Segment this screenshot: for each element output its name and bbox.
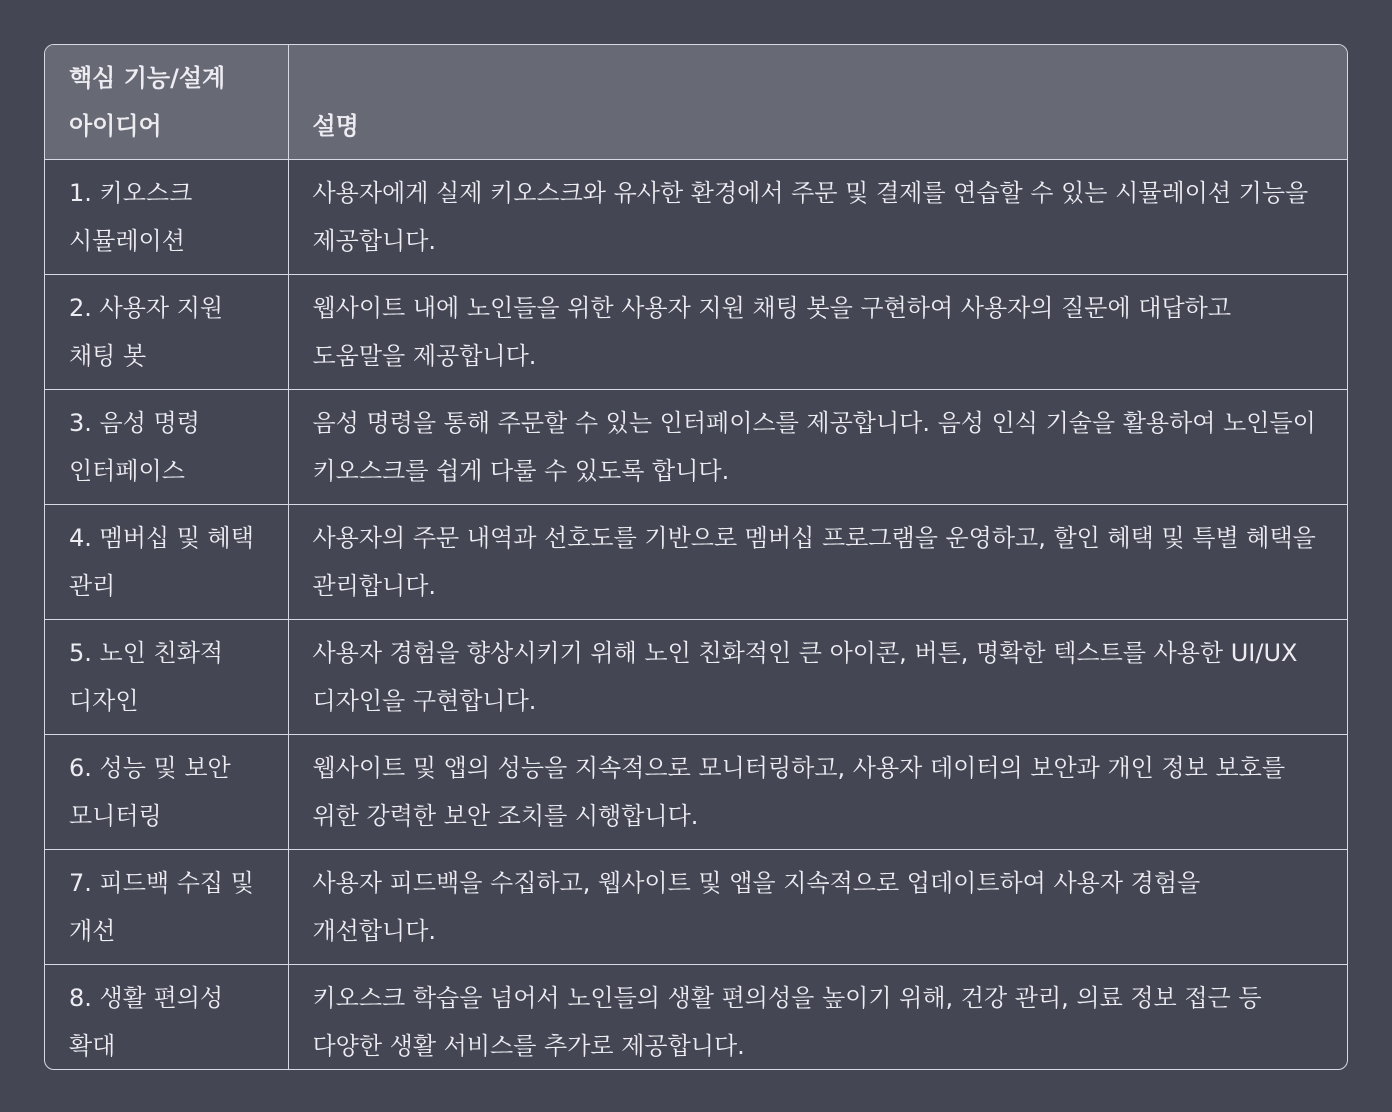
table-row (45, 505, 1347, 620)
table-row (45, 965, 1347, 1071)
description-cell: 음성 명령을 통해 주문할 수 있는 인터페이스를 제공합니다. 음성 인식 기술을 활용하여 노인들이 키오스크를 쉽게 다룰 수 있도록 합니다. (288, 390, 1347, 505)
feature-cell: 2. 사용자 지원 채팅 봇 (45, 275, 288, 390)
feature-cell: 8. 생활 편의성 확대 (45, 965, 288, 1071)
feature-cell: 6. 성능 및 보안 모니터링 (45, 735, 288, 850)
feature-cell: 3. 음성 명령 인터페이스 (45, 390, 288, 505)
table-row (45, 390, 1347, 505)
description-cell: 사용자의 주문 내역과 선호도를 기반으로 멤버십 프로그램을 운영하고, 할인 혜택 및 특별 혜택을 관리합니다. (288, 505, 1347, 620)
description-cell: 웹사이트 및 앱의 성능을 지속적으로 모니터링하고, 사용자 데이터의 보안과 개인 정보 보호를 위한 강력한 보안 조치를 시행합니다. (288, 735, 1347, 850)
features-table-container (44, 44, 1348, 1070)
feature-cell: 7. 피드백 수집 및 개선 (45, 850, 288, 965)
table-row (45, 850, 1347, 965)
feature-cell: 5. 노인 친화적 디자인 (45, 620, 288, 735)
description-cell: 사용자 피드백을 수집하고, 웹사이트 및 앱을 지속적으로 업데이트하여 사용자 경험을 개선합니다. (288, 850, 1347, 965)
header-feature: 핵심 기능/설계 아이디어 (45, 45, 288, 160)
table-row (45, 620, 1347, 735)
feature-cell: 1. 키오스크 시뮬레이션 (45, 160, 288, 275)
table-header-row (45, 45, 1347, 160)
description-cell: 사용자 경험을 향상시키기 위해 노인 친화적인 큰 아이콘, 버튼, 명확한 텍스트를 사용한 UI/UX 디자인을 구현합니다. (288, 620, 1347, 735)
table-row (45, 160, 1347, 275)
description-cell: 웹사이트 내에 노인들을 위한 사용자 지원 채팅 봇을 구현하여 사용자의 질문에 대답하고 도움말을 제공합니다. (288, 275, 1347, 390)
features-table (45, 45, 1347, 1070)
table-row (45, 275, 1347, 390)
header-description: 설명 (288, 45, 1347, 160)
feature-cell: 4. 멤버십 및 혜택 관리 (45, 505, 288, 620)
table-row (45, 735, 1347, 850)
description-cell: 키오스크 학습을 넘어서 노인들의 생활 편의성을 높이기 위해, 건강 관리, 의료 정보 접근 등 다양한 생활 서비스를 추가로 제공합니다. (288, 965, 1347, 1071)
description-cell: 사용자에게 실제 키오스크와 유사한 환경에서 주문 및 결제를 연습할 수 있는 시뮬레이션 기능을 제공합니다. (288, 160, 1347, 275)
